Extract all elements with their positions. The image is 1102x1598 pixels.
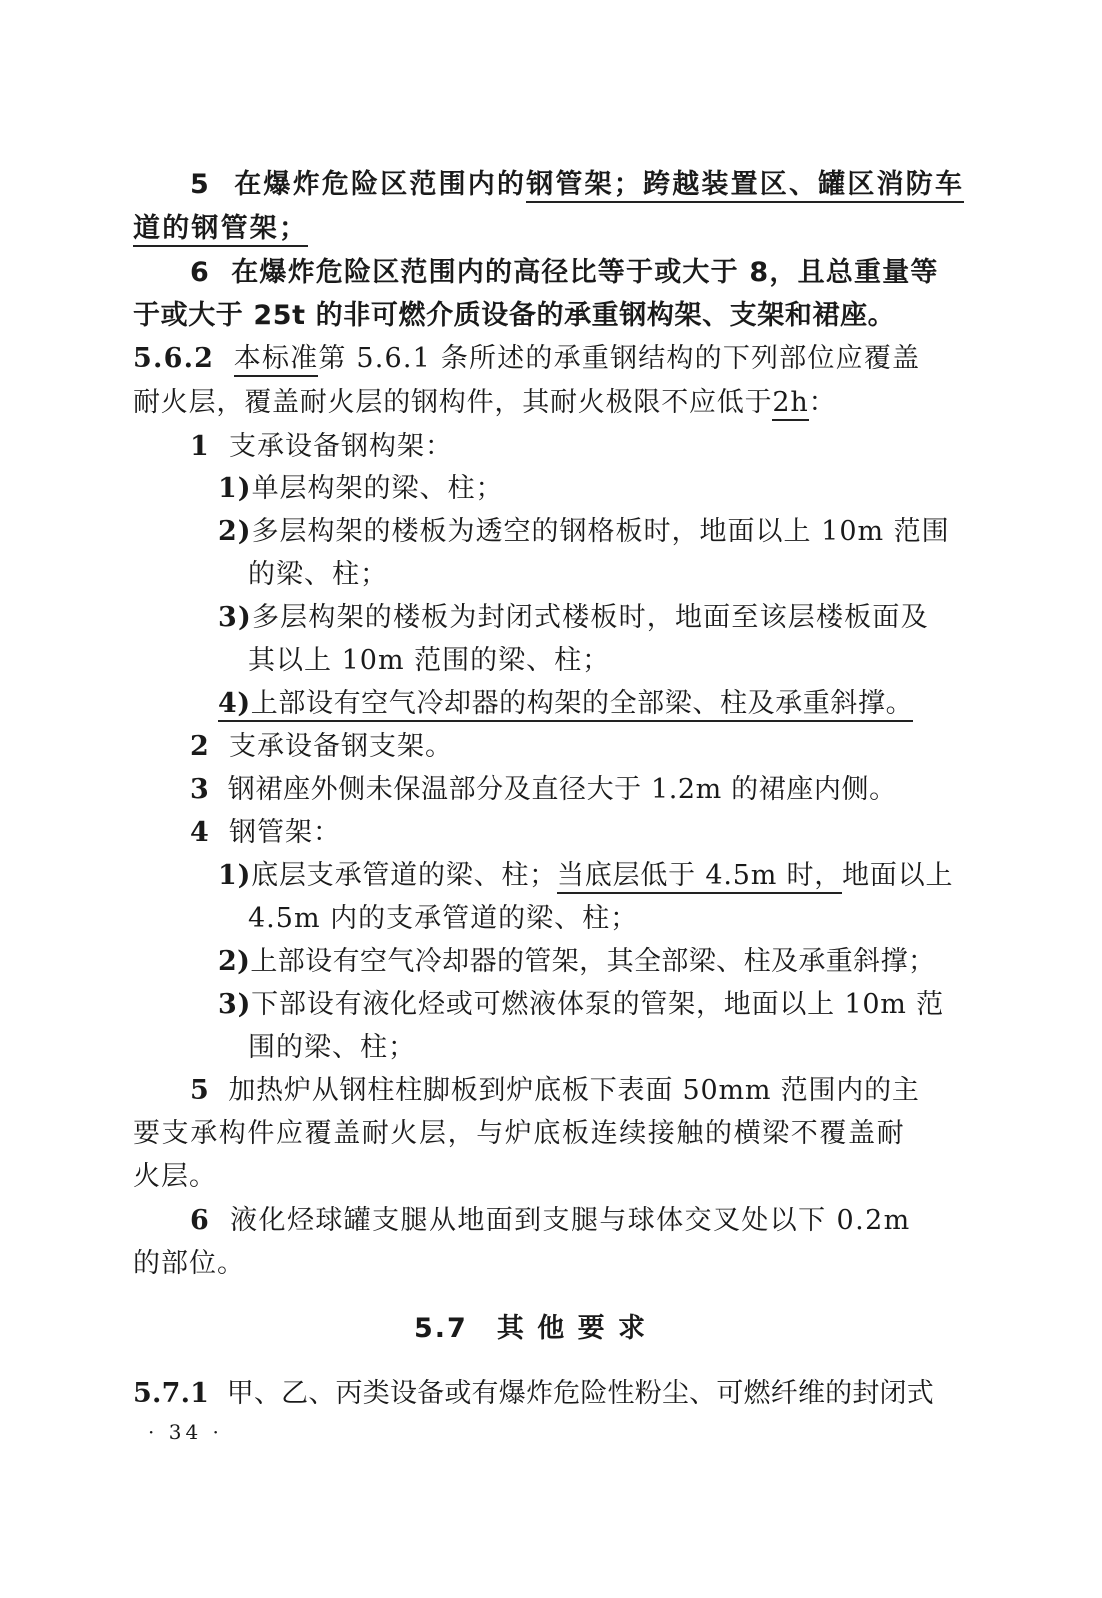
item-number: 5 [190,1075,210,1106]
section-heading: 5.7 其 他 要 求 [414,1313,648,1344]
sub-item-1-1: 1)单层构架的梁、柱； [218,473,504,504]
sub-item-1-4 [218,687,913,721]
item-6-sphere-line1: 6 液化烃球罐支腿从地面到支腿与球体交叉处以下 0.2m [190,1205,911,1236]
item-number: 6 [190,1205,211,1236]
item-number: 3 [190,774,210,805]
item-4: 4 钢管架： [190,817,341,848]
sub-item-4-2: 2)上部设有空气冷却器的管架，其全部梁、柱及承重斜撑； [218,946,936,977]
item-number: 6 [190,257,210,288]
item-number: 5 [190,169,211,200]
clause-5-6-2-line2: 耐火层，覆盖耐火层的钢构件，其耐火极限不应低于2h： [133,386,836,420]
sub-item-1-2-line2: 的梁、柱； [248,559,388,590]
page-number: · 34 · [148,1420,223,1444]
item-6-line2: 于或大于 25t 的非可燃介质设备的承重钢构架、支架和裙座。 [133,300,896,331]
item-5-line1: 5 在爆炸危险区范围内的钢管架；跨越装置区、罐区消防车 [190,168,964,202]
sub-item-4-1-line1: 1)底层支承管道的梁、柱；当底层低于 4.5m 时，地面以上 [218,859,953,893]
clause-number: 5.6.2 [133,343,215,374]
underlined-text: 当底层低于 4.5m 时， [557,860,842,894]
item-5-furnace-line2: 要支承构件应覆盖耐火层，与炉底板连续接触的横梁不覆盖耐 [133,1118,906,1149]
underlined-text: 4)上部设有空气冷却器的构架的全部梁、柱及承重斜撑。 [218,688,913,722]
clause-5-7-1-line1: 5.7.1 甲、乙、丙类设备或有爆炸危险性粉尘、可燃纤维的封闭式 [133,1378,934,1409]
item-5-line2 [133,212,308,246]
item-3: 3 钢裙座外侧未保温部分及直径大于 1.2m 的裙座内侧。 [190,774,897,805]
item-6-line1: 6 在爆炸危险区范围内的高径比等于或大于 8，且总重量等 [190,257,939,288]
item-number: 4 [190,817,210,848]
item-2: 2 支承设备钢支架。 [190,731,453,762]
sub-item-1-3-line1: 3)多层构架的楼板为封闭式楼板时，地面至该层楼板面及 [218,602,929,633]
item-6-sphere-line2: 的部位。 [133,1248,245,1279]
underlined-text: 道的钢管架； [133,213,308,247]
item-number: 2 [190,731,210,762]
sub-item-4-3-line1: 3)下部设有液化烃或可燃液体泵的管架，地面以上 10m 范 [218,989,944,1020]
item-1: 1 支承设备钢构架： [190,431,453,462]
item-5-furnace-line1: 5 加热炉从钢柱柱脚板到炉底板下表面 50mm 范围内的主 [190,1075,920,1106]
underlined-text: 钢管架；跨越装置区、罐区消防车 [526,169,964,203]
sub-item-1-3-line2: 其以上 10m 范围的梁、柱； [248,645,611,676]
sub-item-4-1-line2: 4.5m 内的支承管道的梁、柱； [248,903,639,934]
clause-5-6-2-line1: 5.6.2 本标准第 5.6.1 条所述的承重钢结构的下列部位应覆盖 [133,342,920,376]
sub-item-4-3-line2: 围的梁、柱； [248,1032,416,1063]
item-number: 1 [190,431,210,462]
clause-number: 5.7.1 [133,1378,210,1409]
sub-item-1-2-line1: 2)多层构架的楼板为透空的钢格板时，地面以上 10m 范围 [218,516,950,547]
item-5-furnace-line3: 火层。 [133,1161,217,1192]
underlined-text: 本标准 [234,343,319,377]
underlined-text: 2h [772,387,808,421]
